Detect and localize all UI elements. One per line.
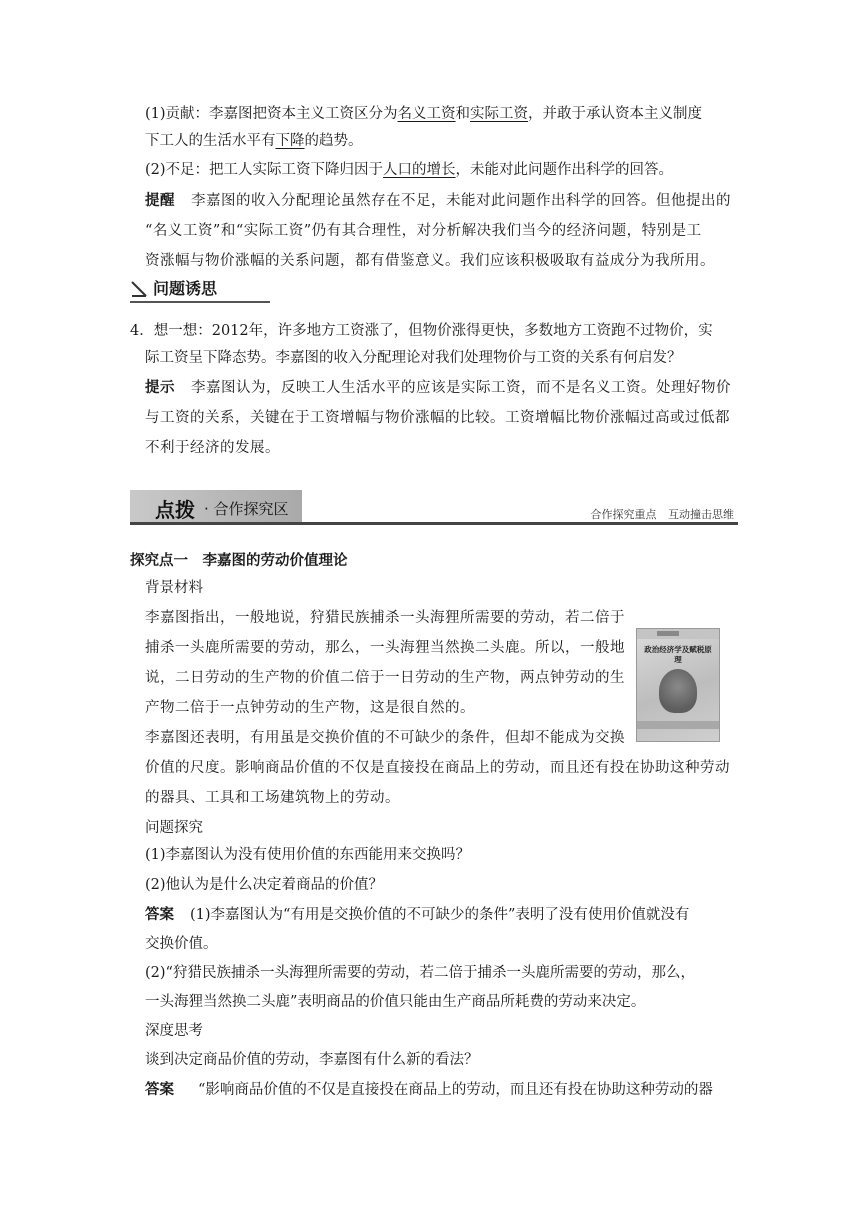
contribution-line-1 (145, 104, 702, 124)
section-banner (130, 490, 738, 530)
book-cover-image (636, 628, 720, 742)
contribution-line2-rest: 的趋势。 (304, 133, 363, 149)
remind-text-1: 李嘉图的收入分配理论虽然存在不足，未能对此问题作出科学的回答。但他提出的 (191, 193, 731, 209)
background-line-3: 说，二日劳动的生产物的价值二倍于一日劳动的生产物，两点钟劳动的生 (145, 670, 625, 686)
underlined-nominal-wage: 名义工资 (397, 106, 456, 122)
section-header-question (130, 279, 270, 303)
background-line-2: 捕杀一头鹿所需要的劳动，那么，一头海狸当然换二头鹿。所以，一般地 (145, 640, 625, 656)
remind-text-2: “名义工资”和“实际工资”仍有其合理性，对分析解决我们当今的经济问题，特别是工 (145, 223, 702, 239)
answer-2-line-1: (2)“狩猎民族捕杀一头海狸所需要的劳动，若二倍于捕杀一头鹿所需要的劳动，那么， (145, 965, 695, 981)
book-title: 政治经济学及赋税原理 (644, 645, 712, 664)
banner-bold-title: 点拨 (155, 498, 195, 522)
deep-answer-text: “影响商品价值的不仅是直接投在商品上的劳动，而且还有投在协助这种劳动的器 (198, 1082, 713, 1098)
problem-label: 问题探究 (145, 820, 203, 836)
hint-text-1: 李嘉图认为，反映工人生活水平的应该是实际工资，而不是名义工资。处理好物价 (191, 380, 731, 396)
background-line-7: 的器具、工具和工场建筑物上的劳动。 (145, 790, 400, 806)
background-line-4: 产物二倍于一点钟劳动的生产物，这是很自然的。 (145, 700, 475, 716)
banner-title: · 合作探究区 (204, 500, 289, 518)
answer-2-line-2: 一头海狸当然换二头鹿”表明商品的价值只能由生产商品所耗费的劳动来决定。 (145, 994, 646, 1010)
diagonal-arrow-icon (130, 280, 148, 298)
background-line-6: 价值的尺度。影响商品价值的不仅是直接投在商品上的劳动，而且还有投在协助这种劳动 (145, 760, 730, 776)
deep-thinking-label: 深度思考 (145, 1023, 203, 1039)
background-line-5: 李嘉图还表明，有用虽是交换价值的不可缺少的条件，但却不能成为交换 (145, 730, 625, 746)
conjunction-text: 和 (455, 106, 471, 122)
deep-question: 谈到决定商品价值的劳动，李嘉图有什么新的看法？ (145, 1052, 479, 1068)
banner-subtitle: 合作探究重点 互动撞击思维 (590, 508, 734, 521)
answer-1-line-2: 交换价值。 (145, 936, 218, 952)
hint-label: 提示 (145, 380, 175, 396)
remind-text-3: 资涨幅与物价涨幅的关系问题，都有借鉴意义。我们应该积极吸取有益成分为我所用。 (145, 253, 715, 269)
book-band (637, 721, 719, 729)
shortfall-text: (2)不足：把工人实际工资下降归因于 (145, 162, 384, 178)
answer-1-text: (1)李嘉图认为“有用是交换价值的不可缺少的条件”表明了没有使用价值就没有 (190, 907, 690, 923)
shortfall-line (145, 160, 673, 180)
book-top-bar (637, 629, 719, 639)
contribution-rest: ，并敢于承认资本主义制度 (528, 106, 703, 122)
underlined-population-growth: 人口的增长 (383, 162, 456, 178)
question-4-line-2: 际工资呈下降态势。李嘉图的收入分配理论对我们处理物价与工资的关系有何启发？ (145, 350, 682, 366)
problem-2: (2)他认为是什么决定着商品的价值？ (145, 877, 384, 893)
section-rule (130, 301, 270, 303)
background-line-1: 李嘉图指出，一般地说，狩猎民族捕杀一头海狸所需要的劳动，若二倍于 (145, 610, 625, 626)
question-4-line-1: 4．想一想：2012年，许多地方工资涨了，但物价涨得更快，多数地方工资跑不过物价，实 (130, 323, 713, 339)
contribution-line2-text: 下工人的生活水平有 (145, 133, 276, 149)
remind-line-1 (145, 191, 731, 211)
explore-heading: 探究点一 李嘉图的劳动价值理论 (130, 553, 348, 569)
hint-text-3: 不利于经济的发展。 (145, 440, 280, 456)
answer-label: 答案 (145, 907, 174, 923)
section-title: 问题诱思 (153, 279, 218, 298)
contribution-text: (1)贡献：李嘉图把资本主义工资区分为 (145, 106, 398, 122)
answer-1-line-1 (145, 905, 689, 925)
remind-label: 提醒 (145, 193, 175, 209)
deep-answer-label: 答案 (145, 1082, 174, 1098)
contribution-line-2 (145, 131, 363, 151)
underlined-decline: 下降 (275, 133, 305, 149)
deep-answer-line (145, 1080, 713, 1100)
problem-1: (1)李嘉图认为没有使用价值的东西能用来交换吗？ (145, 847, 471, 863)
author-portrait (659, 669, 697, 713)
background-label: 背景材料 (145, 580, 203, 596)
underlined-real-wage: 实际工资 (470, 106, 529, 122)
banner-rule (130, 522, 738, 525)
shortfall-rest: ，未能对此问题作出科学的回答。 (455, 162, 674, 178)
hint-line-1 (145, 378, 731, 398)
hint-text-2: 与工资的关系，关键在于工资增幅与物价涨幅的比较。工资增幅比物价涨幅过高或过低都 (145, 410, 730, 426)
